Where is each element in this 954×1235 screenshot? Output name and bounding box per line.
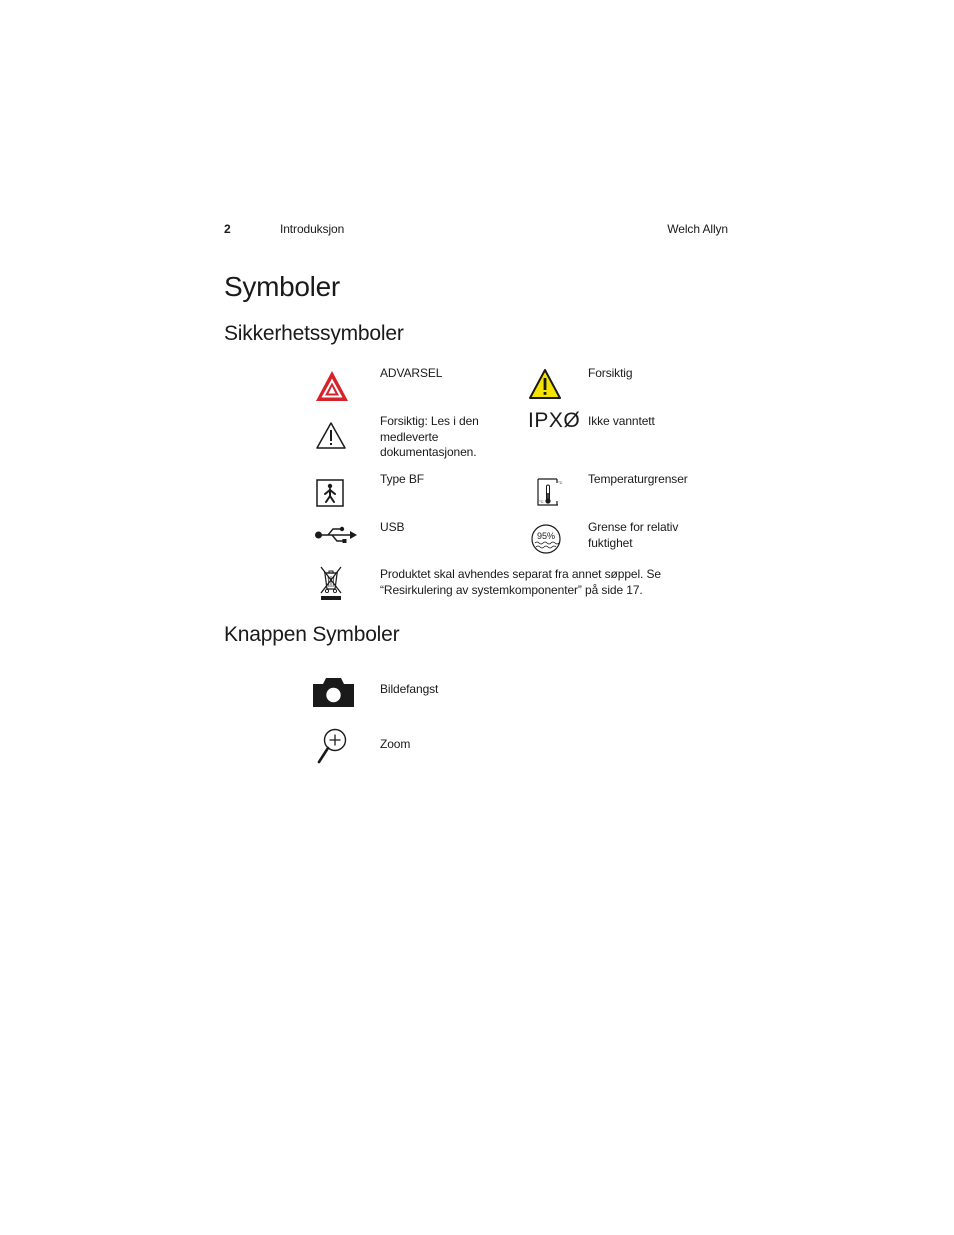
temperature-limits-icon <box>535 477 567 507</box>
label-ikke-vanntett: Ikke vanntett <box>588 414 655 428</box>
weee-disposal-icon <box>318 565 344 601</box>
label-usb: USB <box>380 520 405 534</box>
svg-text:°C: °C <box>539 499 544 504</box>
ipx0-icon: IPXØ <box>528 409 581 432</box>
label-weee: Produktet skal avhendes separat fra annet søppel. Se “Resirkulering av systemkomponenter” på side 17. <box>380 567 661 597</box>
section-heading-buttons: Knappen Symboler <box>224 623 400 646</box>
type-bf-icon <box>316 479 344 507</box>
label-forsiktig-les: Forsiktig: Les i den medleverte dokumentasjonen. <box>380 414 479 459</box>
page-title: Symboler <box>224 271 340 302</box>
brand-name: Welch Allyn <box>667 222 728 236</box>
label-bildefangst: Bildefangst <box>380 682 439 696</box>
caution-yellow-icon <box>528 368 562 400</box>
usb-icon <box>314 526 358 544</box>
label-temperaturgrenser: Temperaturgrenser <box>588 472 688 486</box>
humidity-limit-icon <box>530 523 562 555</box>
section-heading-safety: Sikkerhetssymboler <box>224 322 404 345</box>
camera-icon <box>313 678 354 707</box>
warning-hazard-red-icon <box>314 369 350 403</box>
label-grense-fuktighet: Grense for relativ fuktighet <box>588 520 679 550</box>
zoom-icon <box>317 728 349 764</box>
caution-read-docs-icon <box>315 421 347 450</box>
label-advarsel: ADVARSEL <box>380 366 443 380</box>
label-type-bf: Type BF <box>380 472 424 486</box>
svg-text:°C: °C <box>558 480 563 485</box>
label-forsiktig: Forsiktig <box>588 366 633 380</box>
svg-text:95%: 95% <box>536 531 556 541</box>
chapter-name: Introduksjon <box>280 222 345 236</box>
label-zoom: Zoom <box>380 737 411 751</box>
page-number: 2 <box>224 222 231 236</box>
